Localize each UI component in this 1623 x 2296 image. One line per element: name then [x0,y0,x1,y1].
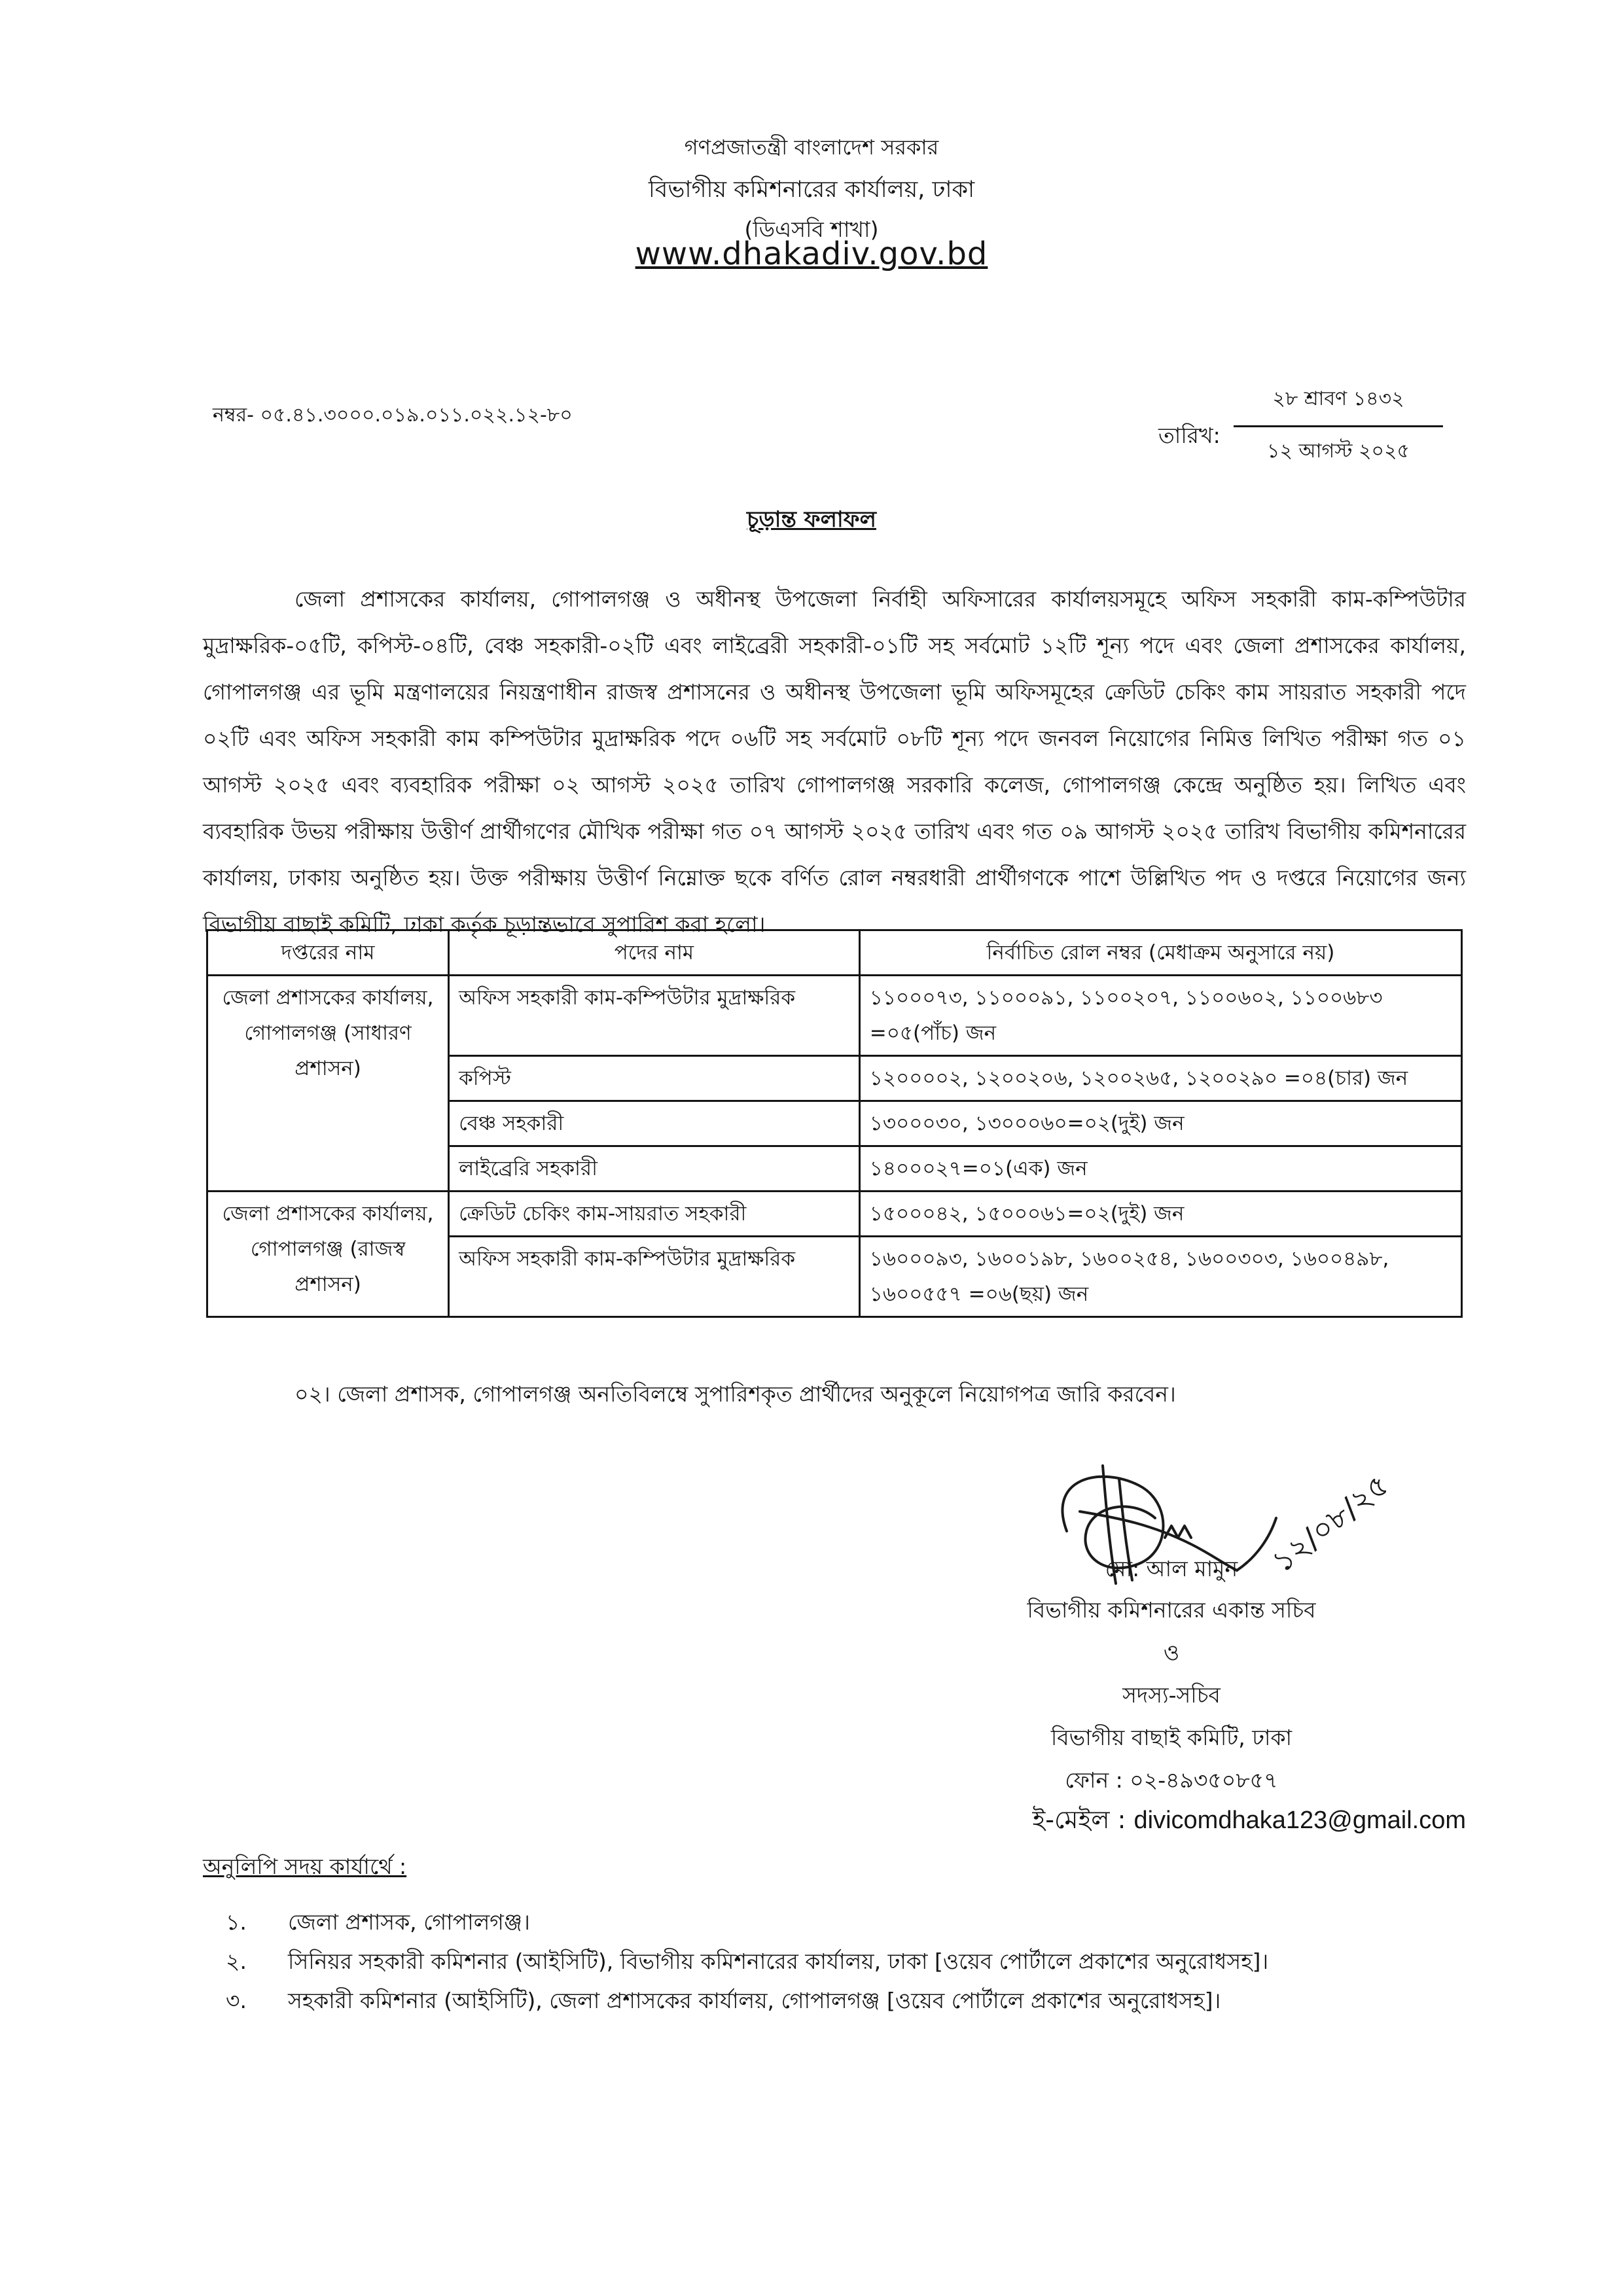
signatory-conjunction: ও [1163,1640,1180,1665]
date-label: তারিখ: [1158,423,1221,448]
table-row [207,976,1462,1056]
signatory-designation: বিভাগীয় কমিশনারের একান্ত সচিব [1027,1597,1316,1623]
post-cell: অফিস সহকারী কাম-কম্পিউটার মুদ্রাক্ষরিক [449,1237,860,1317]
list-item-text: সহকারী কমিশনার (আইসিটি), জেলা প্রশাসকের কার্যালয়, গোপালগঞ্জ [ওয়েব পোর্টালে প্রকাশের অনুরোধসহ]। [288,1988,1221,2013]
office-cell-general: জেলা প্রশাসকের কার্যালয়, গোপালগঞ্জ (সাধারণ প্রশাসন) [207,976,449,1192]
list-item-number: ১. [226,1909,247,1935]
rolls-cell: ১৩০০০৩০, ১৩০০০৬০=০২(দুই) জন [859,1101,1461,1146]
date-gregorian: ১২ আগস্ট ২০২৫ [1267,440,1410,463]
signatory-name: মো: আল মামুন [1105,1556,1238,1581]
list-item [226,1945,1268,1981]
date-box [1234,383,1443,468]
post-cell: বেঞ্চ সহকারী [449,1101,860,1146]
email-link[interactable]: divicomdhaka123@gmail.com [1133,1807,1466,1834]
table-row [207,1192,1462,1237]
post-cell: ক্রেডিট চেকিং কাম-সায়রাত সহকারী [449,1192,860,1237]
table-header-row [207,930,1462,976]
header-branch: (ডিএসবি শাখা) [744,217,879,242]
post-cell: অফিস সহকারী কাম-কম্পিউটার মুদ্রাক্ষরিক [449,976,860,1056]
rolls-cell: ১৫০০০৪২, ১৫০০০৬১=০২(দুই) জন [859,1192,1461,1237]
email-label: ই-মেইল : [1032,1805,1134,1834]
list-item-text: জেলা প্রশাসক, গোপালগঞ্জ। [288,1909,530,1935]
header-post-name: পদের নাম [449,930,860,976]
header-office-name: দপ্তরের নাম [207,930,449,976]
copy-list-heading: অনুলিপি সদয় কার্যার্থে : [203,1854,407,1879]
list-item [226,1984,1221,2021]
signatory-phone: ফোন : ০২-৪৯৩৫০৮৫৭ [1065,1767,1278,1793]
list-item-text: সিনিয়র সহকারী কমিশনার (আইসিটি), বিভাগীয় কমিশনারের কার্যালয়, ঢাকা [ওয়েব পোর্টালে প্রকাশের অনুরোধসহ]। [288,1949,1269,1974]
rolls-cell: ১৬০০০৯৩, ১৬০০১৯৮, ১৬০০২৫৪, ১৬০০৩০৩, ১৬০০৪৯৮, ১৬০০৫৫৭ =০৬(ছয়) জন [859,1237,1461,1317]
rolls-cell: ১২০০০০২, ১২০০২০৬, ১২০০২৬৫, ১২০০২৯০ =০৪(চার) জন [859,1056,1461,1101]
signature-date: ১২/০৮/২৫ [1265,1466,1396,1580]
signatory-committee: বিভাগীয় বাছাই কমিটি, ঢাকা [1050,1725,1293,1750]
office-cell-revenue: জেলা প্রশাসকের কার্যালয়, গোপালগঞ্জ (রাজস্ব প্রশাসন) [207,1192,449,1317]
document-title-text: চূড়ান্ত ফলাফল [747,506,876,533]
memo-number: নম্বর- ০৫.৪১.৩০০০.০১৯.০১১.০২২.১২-৮০ [213,404,573,427]
header-office: বিভাগীয় কমিশনারের কার্যালয়, ঢাকা [648,177,975,203]
list-item [226,1905,530,1942]
body-paragraph: জেলা প্রশাসকের কার্যালয়, গোপালগঞ্জ ও অধীনস্থ উপজেলা নির্বাহী অফিসারের কার্যালয়সমূহে অফিস সহকারী কাম-কম্পিউটার মুদ্রাক্ষরিক-০৫টি, কপিস্ট-০৪টি, বেঞ্চ সহকারী-০২টি এবং লাইব্রেরী সহকারী-০১টি সহ সর্বমোট ১২টি শূন্য পদে এবং জেলা প্রশাসকের কার্যালয়, গোপালগঞ্জ এর ভূমি মন্ত্রণালয়ের নিয়ন্ত্রণাধীন রাজস্ব প্রশাসনের ও অধীনস্থ উপজেলা ভূমি অফিসমূহের ক্রেডিট চেকিং কাম সায়রাত সহকারী পদে ০২টি এবং অফিস সহকারী কাম কম্পিউটার মুদ্রাক্ষরিক পদে ০৬টি সহ সর্বমোট ০৮টি শূন্য পদে জনবল নিয়োগের নিমিত্ত লিখিত পরীক্ষা গত ০১ আগস্ট ২০২৫ এবং ব্যবহারিক পরীক্ষা ০২ আগস্ট ২০২৫ তারিখ গোপালগঞ্জ সরকারি কলেজ, গোপালগঞ্জ কেন্দ্রে অনুষ্ঠিত হয়। লিখিত এবং ব্যবহারিক উভয় পরীক্ষায় উত্তীর্ণ প্রার্থীগণের মৌখিক পরীক্ষা গত ০৭ আগস্ট ২০২৫ তারিখ এবং গত ০৯ আগস্ট ২০২৫ তারিখ বিভাগীয় কমিশনারের কার্যালয়, ঢাকায় অনুষ্ঠিত হয়। উক্ত পরীক্ষায় উত্তীর্ণ নিম্নোক্ত ছকে বর্ণিত রোল নম্বরধারী প্রার্থীগণকে পাশে উল্লিখিত পদ ও দপ্তরে নিয়োগের জন্য বিভাগীয় বাছাই কমিটি, ঢাকা কর্তৃক চূড়ান্তভাবে সুপারিশ করা হলো। [203,586,1466,937]
post-cell: কপিস্ট [449,1056,860,1101]
rolls-cell: ১৪০০০২৭=০১(এক) জন [859,1146,1461,1192]
instruction-text: ০২। জেলা প্রশাসক, গোপালগঞ্জ অনতিবিলম্বে সুপারিশকৃত প্রার্থীদের অনুকূলে নিয়োগপত্র জারি করবেন। [294,1381,1176,1407]
date-bangla: ২৮ শ্রাবণ ১৪৩২ [1234,383,1443,427]
signatory-email [903,1801,1466,1843]
header-roll-numbers: নির্বাচিত রোল নম্বর (মেধাক্রম অনুসারে নয়) [859,930,1461,976]
header-government: গণপ্রজাতন্ত্রী বাংলাদেশ সরকার [684,135,939,160]
post-cell: লাইব্রেরি সহকারী [449,1146,860,1192]
rolls-cell: ১১০০০৭৩, ১১০০০৯১, ১১০০২০৭, ১১০০৬০২, ১১০০৬৮৩ =০৫(পাঁচ) জন [859,976,1461,1056]
list-item-number: ৩. [226,1988,247,2013]
list-item-number: ২. [226,1949,247,1974]
document-title [0,503,1623,540]
header-website-link[interactable]: www.dhakadiv.gov.bd [635,236,988,272]
signatory-role: সদস্য-সচিব [1122,1682,1221,1708]
results-table [206,929,1463,1318]
